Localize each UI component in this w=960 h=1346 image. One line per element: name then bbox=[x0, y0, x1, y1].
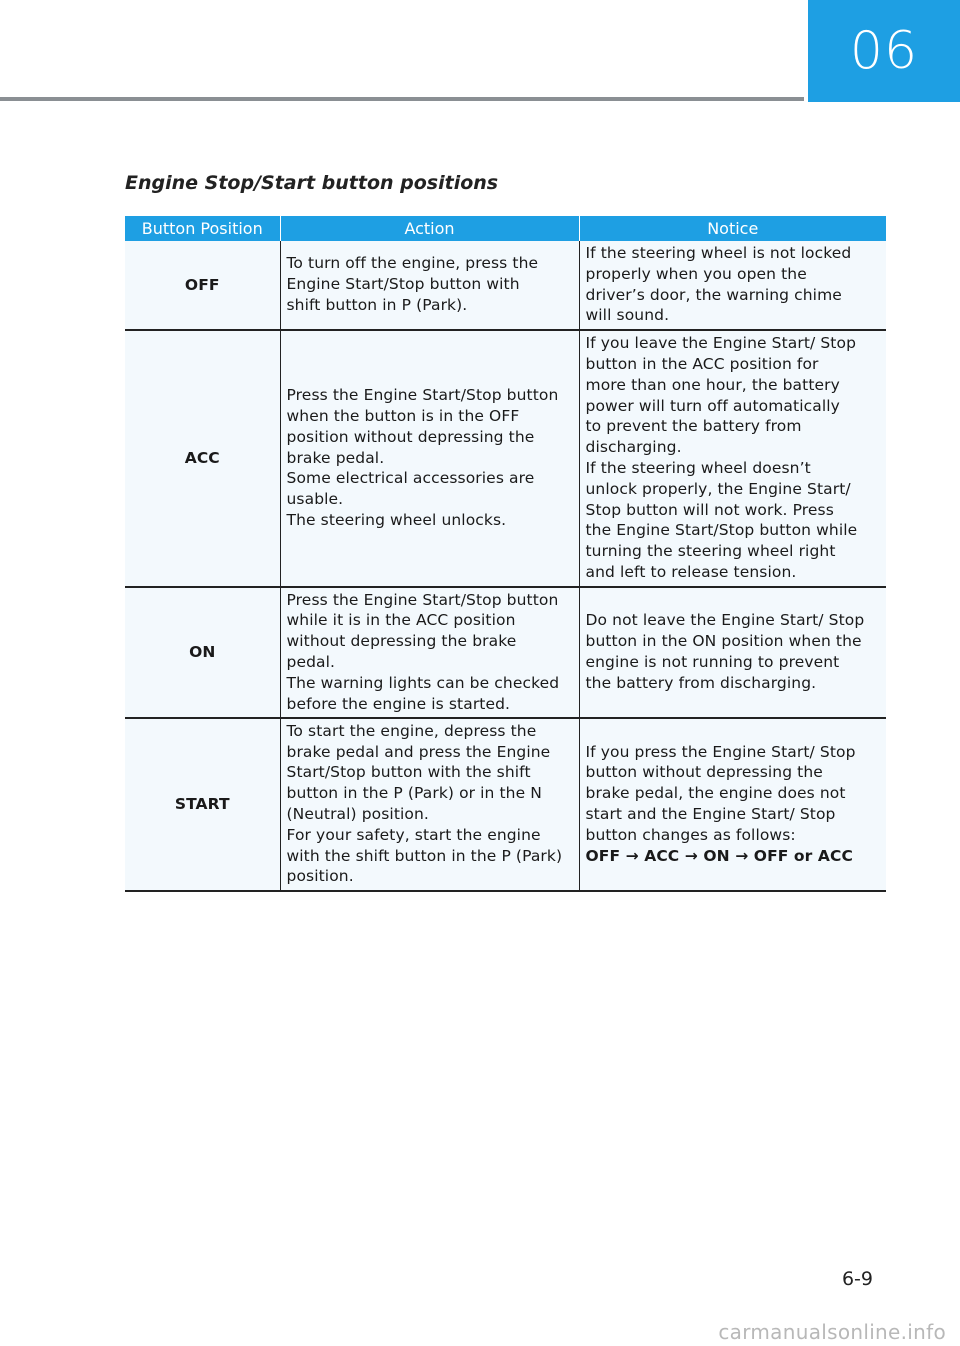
notice-line: and left to release tension. bbox=[585, 562, 797, 581]
action-line: brake pedal. bbox=[286, 448, 385, 467]
notice-cell bbox=[579, 330, 886, 587]
action-cell bbox=[280, 330, 579, 587]
action-line: The warning lights can be checked bbox=[286, 673, 560, 692]
table-row bbox=[125, 330, 886, 587]
notice-line: the battery from discharging. bbox=[585, 673, 817, 692]
notice-line: properly when you open the bbox=[585, 264, 807, 283]
table-row bbox=[125, 241, 886, 330]
position-cell: ON bbox=[125, 587, 280, 718]
action-line: To turn off the engine, press the bbox=[286, 254, 539, 273]
notice-line: Do not leave the Engine Start/ Stop bbox=[585, 611, 865, 630]
notice-line: If the steering wheel doesn’t bbox=[585, 459, 811, 477]
notice-line: power will turn off automatically bbox=[585, 396, 840, 415]
notice-line: more than one hour, the battery bbox=[585, 375, 840, 394]
watermark: carmanualsonline.info bbox=[718, 1320, 946, 1344]
action-line: For your safety, start the engine bbox=[286, 825, 541, 844]
action-line: pedal. bbox=[286, 653, 336, 671]
action-cell bbox=[280, 587, 579, 718]
notice-cell bbox=[579, 241, 886, 330]
action-line: before the engine is started. bbox=[286, 694, 511, 713]
notice-line: Stop button will not work. Press bbox=[585, 500, 834, 519]
notice-line: button changes as follows: bbox=[585, 825, 796, 844]
notice-line: engine is not running to prevent bbox=[585, 653, 840, 671]
notice-line: button without depressing the bbox=[585, 763, 823, 782]
action-cell bbox=[280, 241, 579, 330]
table-row bbox=[125, 718, 886, 891]
action-line: To start the engine, depress the bbox=[286, 721, 537, 740]
position-cell: OFF bbox=[125, 241, 280, 330]
notice-cell bbox=[579, 718, 886, 891]
action-line: position without depressing the bbox=[286, 427, 535, 446]
notice-line: will sound. bbox=[585, 306, 670, 325]
section-title: Engine Stop/Start button positions bbox=[125, 172, 499, 194]
action-line: with the shift button in the P (Park) bbox=[286, 846, 563, 865]
notice-line: the Engine Start/Stop button while bbox=[585, 521, 858, 540]
notice-line: button in the ON position when the bbox=[585, 632, 862, 651]
notice-line: driver’s door, the warning chime bbox=[585, 285, 842, 304]
column-header-notice: Notice bbox=[579, 216, 886, 241]
notice-line: If you press the Engine Start/ Stop bbox=[585, 742, 856, 761]
column-header-position: Button Position bbox=[125, 216, 280, 241]
action-line: shift button in P (Park). bbox=[286, 295, 468, 314]
notice-line: start and the Engine Start/ Stop bbox=[585, 805, 836, 823]
action-line: The steering wheel unlocks. bbox=[286, 510, 507, 529]
button-positions-table bbox=[125, 216, 886, 892]
action-line: position. bbox=[286, 867, 354, 886]
action-line: when the button is in the OFF bbox=[286, 407, 520, 425]
action-line: usable. bbox=[286, 490, 344, 509]
action-line: while it is in the ACC position bbox=[286, 611, 516, 630]
action-line: Some electrical accessories are bbox=[286, 469, 535, 488]
chapter-number: 06 bbox=[849, 21, 919, 81]
position-cell: START bbox=[125, 718, 280, 891]
notice-sequence: OFF → ACC → ON → OFF or ACC bbox=[585, 846, 853, 865]
table-header-row bbox=[125, 216, 886, 241]
action-line: brake pedal and press the Engine bbox=[286, 742, 551, 761]
notice-line: If you leave the Engine Start/ Stop bbox=[585, 334, 857, 353]
action-line: (Neutral) position. bbox=[286, 805, 429, 823]
notice-line: unlock properly, the Engine Start/ bbox=[585, 479, 851, 498]
notice-cell bbox=[579, 587, 886, 718]
action-line: Engine Start/Stop button with bbox=[286, 275, 520, 294]
notice-line: to prevent the battery from bbox=[585, 417, 802, 436]
notice-line: If the steering wheel is not locked bbox=[585, 243, 852, 262]
table-row bbox=[125, 587, 886, 718]
header-rule bbox=[0, 97, 804, 101]
action-line: Press the Engine Start/Stop button bbox=[286, 386, 559, 405]
column-header-action: Action bbox=[280, 216, 579, 241]
position-cell: ACC bbox=[125, 330, 280, 587]
notice-line: discharging. bbox=[585, 438, 682, 457]
chapter-tab bbox=[808, 0, 960, 102]
notice-line: brake pedal, the engine does not bbox=[585, 784, 846, 803]
notice-line: button in the ACC position for bbox=[585, 355, 819, 374]
page-number: 6-9 bbox=[841, 1268, 873, 1290]
action-line: Press the Engine Start/Stop button bbox=[286, 590, 559, 609]
action-cell bbox=[280, 718, 579, 891]
notice-line: turning the steering wheel right bbox=[585, 542, 836, 561]
action-line: button in the P (Park) or in the N bbox=[286, 784, 542, 803]
action-line: without depressing the brake bbox=[286, 632, 517, 651]
action-line: Start/Stop button with the shift bbox=[286, 763, 531, 782]
